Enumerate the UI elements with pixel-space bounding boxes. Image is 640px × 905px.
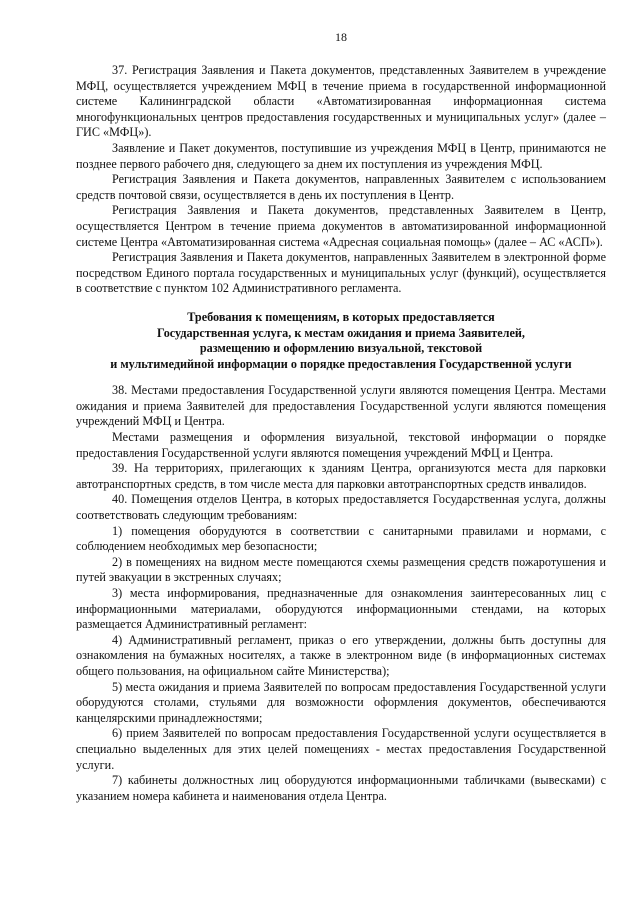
paragraph-38: 38. Местами предоставления Государственной услуги являются помещения Центра. Местами ожидания и приема Заявителей для предоставления Государственной услуги являются помещения учреждений МФЦ и Центра. (76, 383, 606, 429)
section-bottom (76, 383, 606, 804)
list-item-1: 1) помещения оборудуются в соответствии с санитарными правилами и нормами, с соблюдением необходимых мер безопасности; (76, 523, 606, 554)
list-item-6: 6) прием Заявителей по вопросам предоставления Государственной услуги осуществляется в специально выделенных для этих целей помещениях - местах предоставления Государственной услуги. (76, 726, 606, 772)
paragraph-40: 40. Помещения отделов Центра, в которых предоставляется Государственная услуга, должны соответствовать следующим требованиям: (76, 492, 606, 523)
paragraph-postal-registration: Регистрация Заявления и Пакета документов, направленных Заявителем с использованием средств почтовой связи, осуществляется в день их поступления в Центр. (76, 172, 606, 202)
paragraph-39: 39. На территориях, прилегающих к зданиям Центра, организуются места для парковки автотранспортных средств, в том числе места для парковки автотранспортных средств инвалидов. (76, 461, 606, 491)
section-top (76, 63, 606, 297)
heading-line: размещению и оформлению визуальной, текстовой (199, 341, 483, 356)
paragraph-center-registration: Регистрация Заявления и Пакета документов, представленных Заявителем в Центр, осуществляется Центром в течение приема документов в автоматизированной информационной системе Центра «Автоматизированная система «Адресная социальная помощь» (далее – АС «АСП»). (76, 203, 606, 249)
list-item-3: 3) места информирования, предназначенные для ознакомления заинтересованных лиц с информационными материалами, оборудуются информационными стендами, на которых размещается Административный регламент: (76, 586, 606, 632)
paragraph-info-placement: Местами размещения и оформления визуальной, текстовой информации о порядке предоставления Государственной услуги являются помещения учреждений МФЦ и Центра. (76, 430, 606, 460)
heading-line: и мультимедийной информации о порядке предоставления Государственной услуги (110, 356, 572, 371)
page-number: 18 (335, 30, 347, 44)
paragraph-mfc-receipt: Заявление и Пакет документов, поступившие из учреждения МФЦ в Центр, принимаются не позднее первого рабочего дня, следующего за днем их поступления из учреждения МФЦ. (76, 140, 606, 171)
section-heading (76, 310, 606, 372)
list-item-2: 2) в помещениях на видном месте помещаются схемы размещения средств пожаротушения и путей эвакуации в экстренных случаях; (76, 554, 606, 585)
list-item-7: 7) кабинеты должностных лиц оборудуются информационными табличками (вывесками) с указанием номера кабинета и наименования отдела Центра. (76, 773, 606, 803)
heading-line: Государственная услуга, к местам ожидания и приема Заявителей, (157, 325, 525, 340)
paragraph-37: 37. Регистрация Заявления и Пакета документов, представленных Заявителем в учреждение МФЦ, осуществляется учреждением МФЦ в течение приема в государственной информационной системе Калининградской области «Автоматизированная информационная система многофункциональных центров предоставления государственных и муниципальных услуг» (далее – ГИС «МФЦ»). (76, 63, 606, 140)
paragraph-electronic-registration: Регистрация Заявления и Пакета документов, направленных Заявителем в электронной форме посредством Единого портала государственных и муниципальных услуг (функций), осуществляется в соответствие с пунктом 102 Административного регламента. (76, 250, 606, 296)
list-item-5: 5) места ожидания и приема Заявителей по вопросам предоставления Государственной услуги оборудуются столами, стульями для возможности оформления документов, обеспечиваются канцелярскими принадлежностями; (76, 679, 606, 725)
heading-line: Требования к помещениям, в которых предоставляется (187, 309, 495, 324)
list-item-4: 4) Административный регламент, приказ о его утверждении, должны быть доступны для ознакомления на бумажных носителях, а также в электронном виде (в информационных системах общего пользования, на официальном сайте Министерства); (76, 632, 606, 678)
